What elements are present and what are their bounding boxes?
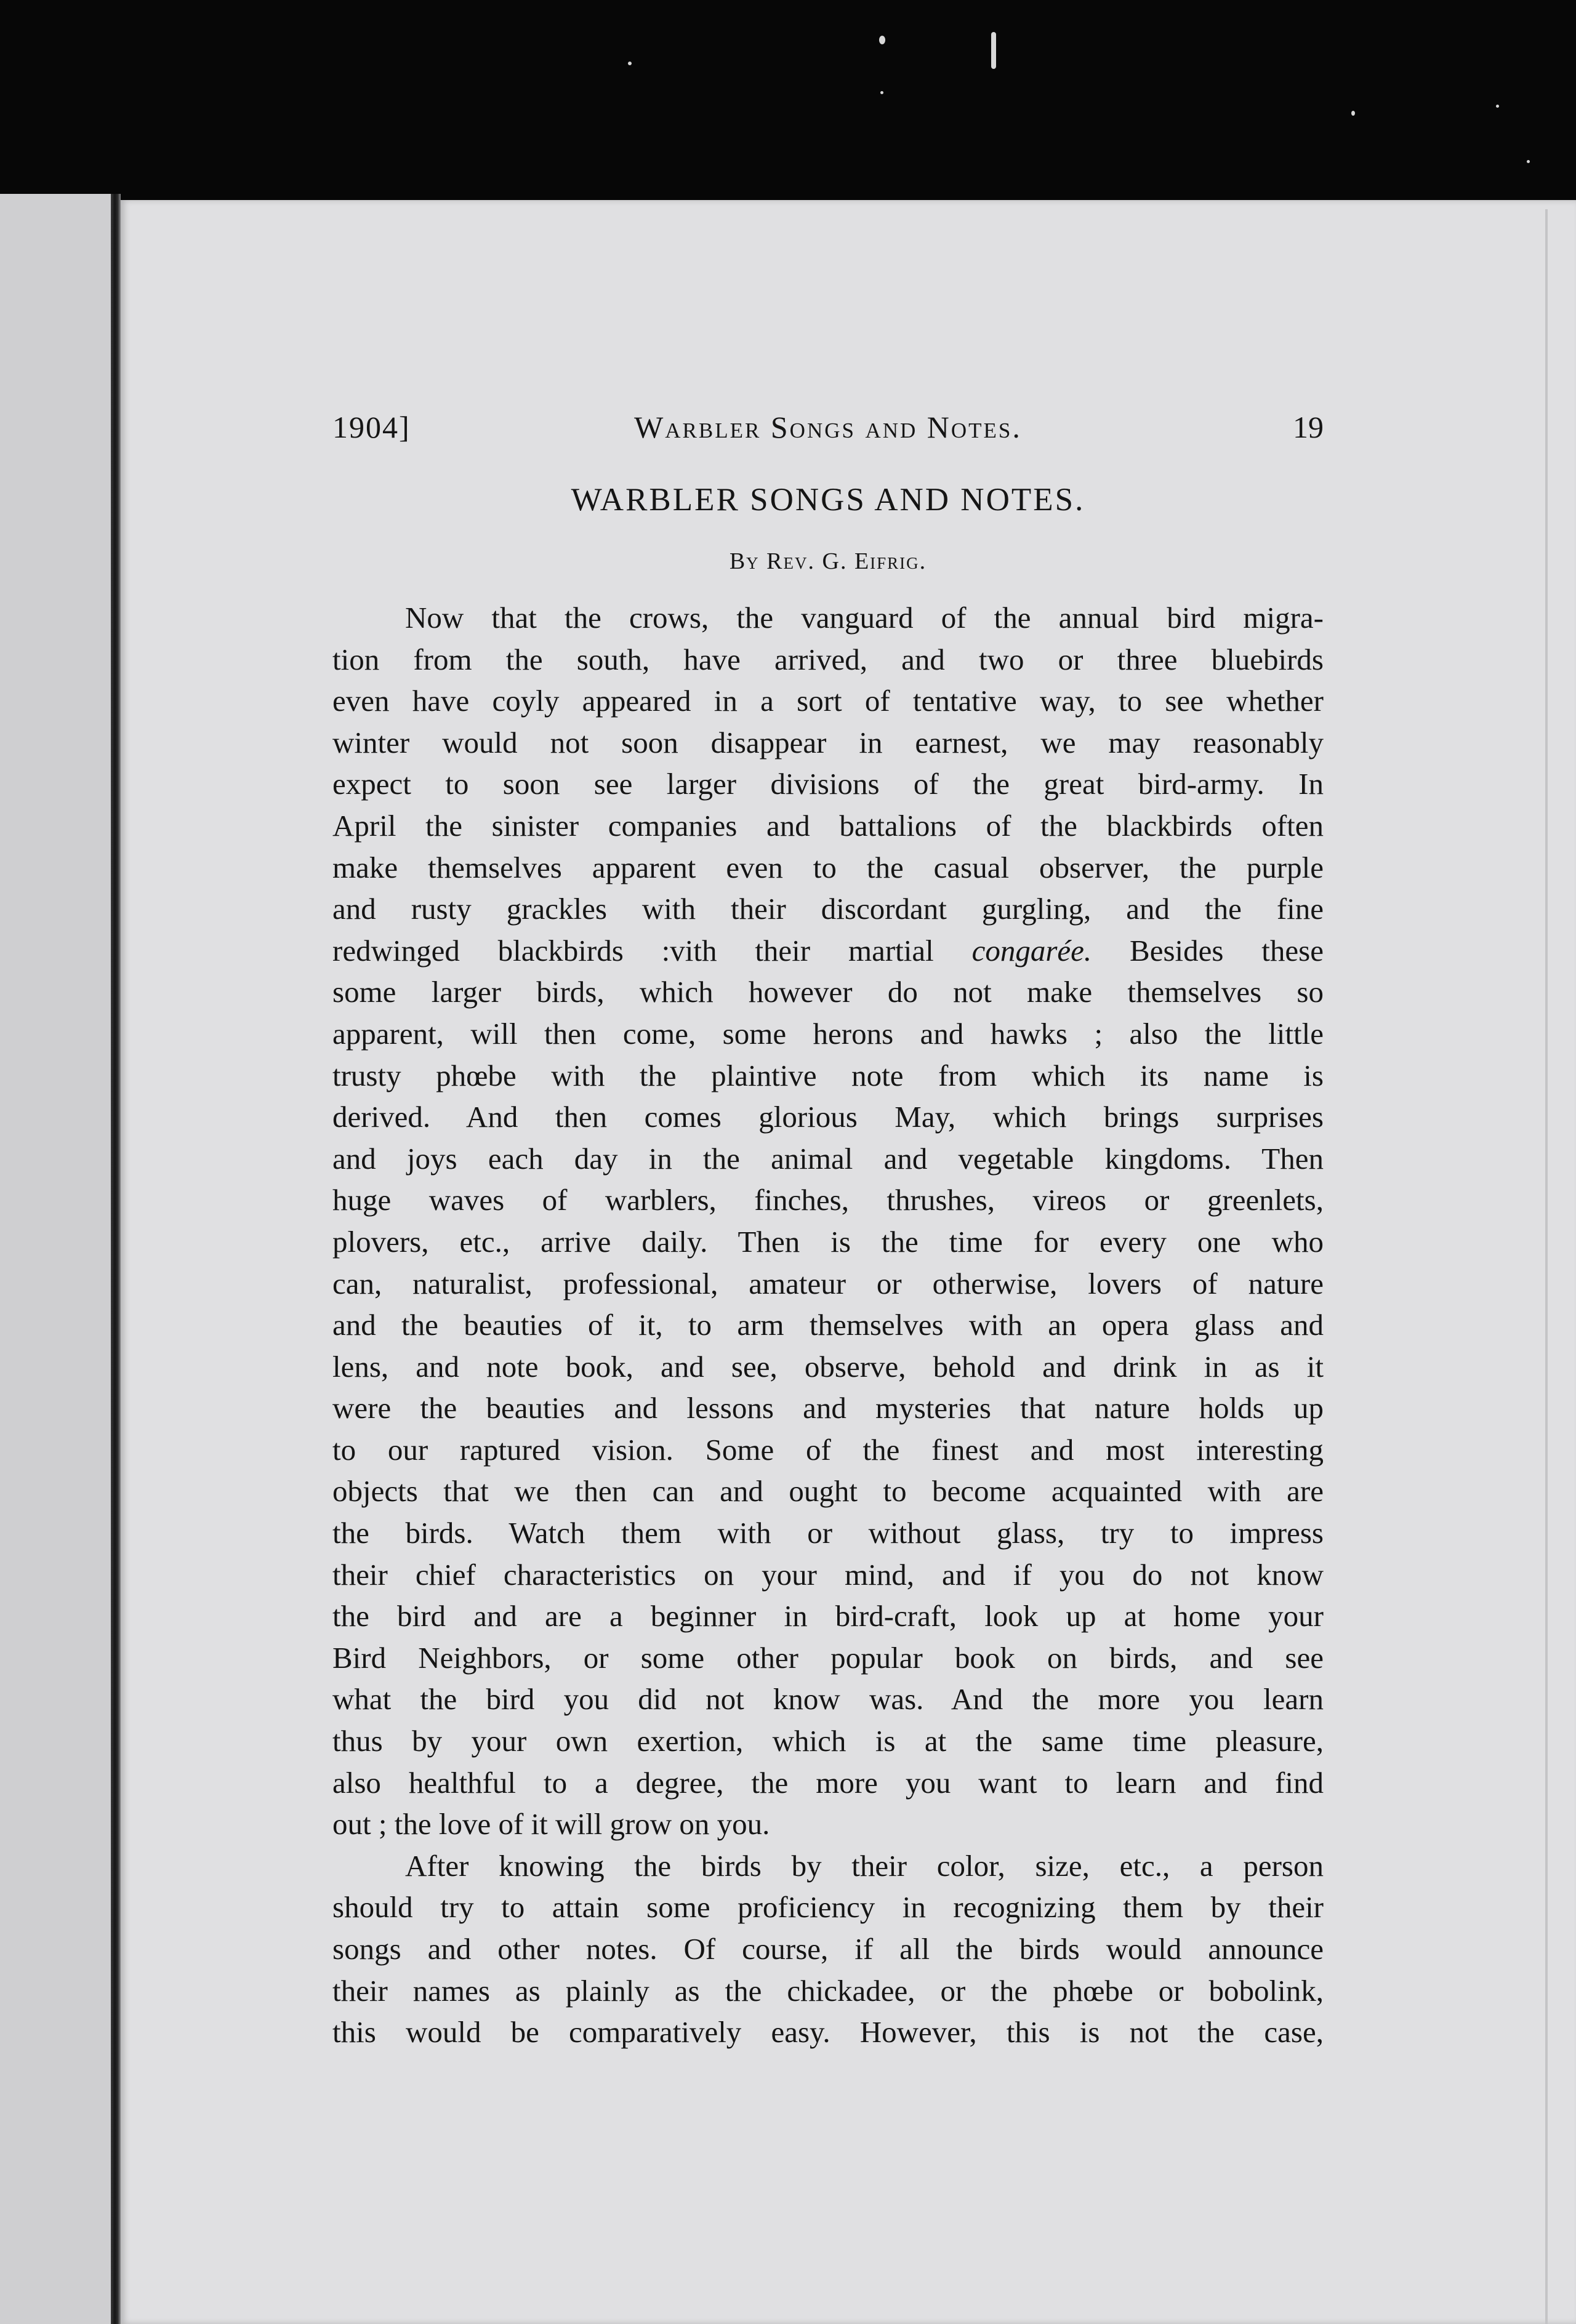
text-line: and the beauties of it, to arm themselves with an opera glass and	[332, 1308, 1324, 1342]
text-line: their chief characteristics on your mind, and if you do not know	[332, 1557, 1324, 1592]
running-head	[332, 409, 1324, 452]
text-line: and rusty grackles with their discordant gurgling, and the fine	[332, 892, 1324, 926]
text-line: even have coyly appeared in a sort of tentative way, to see whether	[332, 684, 1324, 718]
article-byline: By Rev. G. Eifrig.	[729, 548, 927, 574]
text-line: thus by your own exertion, which is at the same time pleasure,	[332, 1724, 1324, 1758]
dust-speck	[991, 32, 996, 69]
facing-page-edge	[0, 194, 114, 2324]
dust-speck	[880, 91, 883, 94]
text-line: to our raptured vision. Some of the finest and most interesting	[332, 1432, 1324, 1467]
text-line: tion from the south, have arrived, and two or three bluebirds	[332, 642, 1324, 676]
text-line: what the bird you did not know was. And the more you learn	[332, 1682, 1324, 1717]
running-head-year: 1904]	[332, 410, 411, 444]
text-line: were the beauties and lessons and mysteries that nature holds up	[332, 1391, 1324, 1425]
text-line: Now that the crows, the vanguard of the annual bird migra-	[405, 601, 1324, 635]
text-line: some larger birds, which however do not make themselves so	[332, 975, 1324, 1009]
article-title: WARBLER SONGS AND NOTES.	[571, 482, 1085, 518]
text-line: their names as plainly as the chickadee, or the phœbe or bobolink,	[332, 1973, 1324, 2008]
text-line: After knowing the birds by their color, size, etc., a person	[405, 1848, 1324, 1883]
text-line: this would be comparatively easy. However, this is not the case,	[332, 2015, 1324, 2050]
text-line: plovers, etc., arrive daily. Then is the time for every one who	[332, 1224, 1324, 1259]
page-number: 19	[1293, 410, 1324, 444]
dust-speck	[879, 36, 885, 44]
text-line: Bird Neighbors, or some other popular book on birds, and see	[332, 1640, 1324, 1675]
italic-word: congarée.	[971, 933, 1092, 968]
dust-speck	[1496, 105, 1499, 108]
text-line: derived. And then comes glorious May, which brings surprises	[332, 1100, 1324, 1134]
text-line: should try to attain some proficiency in recognizing them by their	[332, 1890, 1324, 1925]
text-line: apparent, will then come, some herons and hawks ; also the little	[332, 1016, 1324, 1051]
text-line: and joys each day in the animal and vegetable kingdoms. Then	[332, 1141, 1324, 1176]
text-line: also healthful to a degree, the more you want to learn and find	[332, 1765, 1324, 1800]
dust-speck	[1527, 160, 1530, 163]
book-gutter	[111, 194, 121, 2324]
dust-speck	[628, 62, 632, 65]
text-line-end: Besides these	[1092, 933, 1324, 968]
text-line: huge waves of warblers, finches, thrushes, vireos or greenlets,	[332, 1183, 1324, 1217]
text-line: lens, and note book, and see, observe, behold and drink in as it	[332, 1349, 1324, 1384]
scanner-background	[0, 0, 1576, 203]
article-body	[332, 597, 1324, 2053]
dust-speck	[1351, 111, 1355, 116]
text-line: April the sinister companies and battalions of the blackbirds often	[332, 808, 1324, 843]
text-line: out ; the love of it will grow on you.	[332, 1807, 770, 1841]
text-line	[332, 930, 1324, 972]
text-line: expect to soon see larger divisions of the great bird-army. In	[332, 767, 1324, 801]
text-line: can, naturalist, professional, amateur or otherwise, lovers of nature	[332, 1266, 1324, 1300]
text-line: the bird and are a beginner in bird-craft, look up at home your	[332, 1599, 1324, 1633]
text-line: trusty phœbe with the plaintive note from which its name is	[332, 1058, 1324, 1092]
text-line: songs and other notes. Of course, if all the birds would announce	[332, 1932, 1324, 1966]
running-head-title: Warbler Songs and Notes.	[634, 410, 1022, 444]
page-edge-line	[1545, 209, 1548, 2324]
text-line-start: redwinged blackbirds :vith their martial	[332, 933, 972, 968]
text-line: the birds. Watch them with or without glass, try to impress	[332, 1516, 1324, 1550]
text-line: make themselves apparent even to the casual observer, the purple	[332, 850, 1324, 884]
text-line: winter would not soon disappear in earnest, we may reasonably	[332, 725, 1324, 759]
text-line: objects that we then can and ought to become acquainted with are	[332, 1474, 1324, 1509]
